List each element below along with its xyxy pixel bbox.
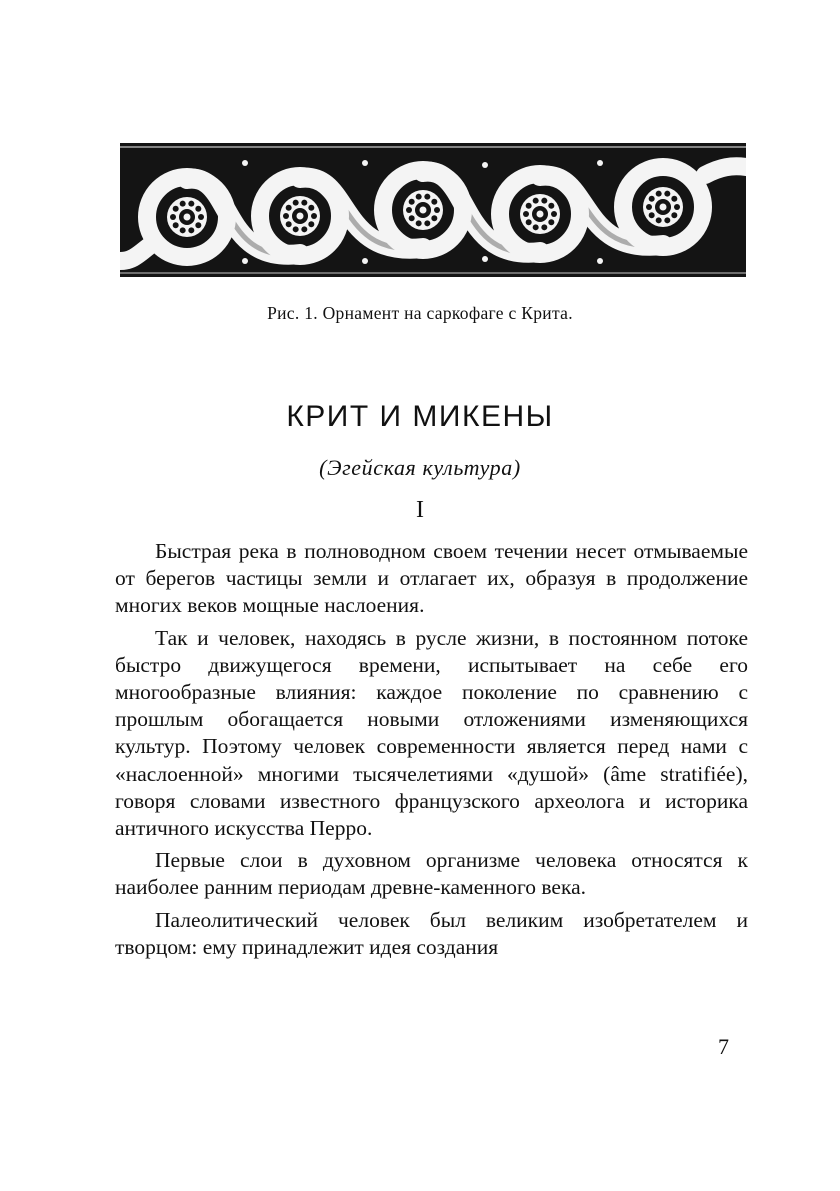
rosette-petal-dot xyxy=(170,214,176,220)
rosette-petal-dot xyxy=(308,205,314,211)
rosette-core xyxy=(420,207,427,214)
paragraph: Быстрая река в полноводном своем течении несет отмываемые от берегов частицы земли и отлагает их, образуя в продолжение многих веков мощные наслоения. xyxy=(115,539,748,618)
rosette-petal-dot xyxy=(523,211,529,217)
paragraph: Так и человек, находясь в русле жизни, в постоянном потоке быстро движущегося времени, испытывает на себе его многообразные влияния: каждое поколение по сравнению с прошлым обогащается новыми отложениями изменяющихся культур. Поэтому человек современности является перед нами с «наслоенной» многими тысячелетиями «душой» (âme stratifiée), говоря словами известного французского археолога и историка античного искусства Перро. xyxy=(115,625,748,841)
band-dot xyxy=(362,258,368,264)
rosette-petal-dot xyxy=(671,212,677,218)
paragraph: Палеолитический человек был великим изобретателем и творцом: ему принадлежит идея создания xyxy=(115,907,748,959)
rosette-petal-dot xyxy=(180,227,186,233)
figure-caption: Рис. 1. Орнамент на саркофаге с Крита. xyxy=(267,303,573,323)
spiral-frieze-ornament xyxy=(120,143,746,277)
rosette-petal-dot xyxy=(646,204,652,210)
chapter-title: КРИТ И МИКЕНЫ xyxy=(286,400,554,433)
rosette-petal-dot xyxy=(293,226,299,232)
rosette-petal-dot xyxy=(526,219,532,225)
rosette-petal-dot xyxy=(533,198,539,204)
rosette-petal-dot xyxy=(180,201,186,207)
band-dot xyxy=(482,256,488,262)
rosette-petal-dot xyxy=(533,224,539,230)
rosette-petal-dot xyxy=(283,213,289,219)
rosette-petal-dot xyxy=(301,226,307,232)
rosette-petal-dot xyxy=(548,219,554,225)
rosette-petal-dot xyxy=(198,214,204,220)
band-dot xyxy=(597,160,603,166)
rosette-petal-dot xyxy=(541,224,547,230)
rosette-petal-dot xyxy=(649,212,655,218)
rosette-core xyxy=(184,214,191,221)
rosette-petal-dot xyxy=(406,207,412,213)
chapter-subtitle: (Эгейская культура) xyxy=(319,455,521,480)
spiral-lead-out xyxy=(705,166,746,175)
rosette-petal-dot xyxy=(434,207,440,213)
rosette-petal-dot xyxy=(551,211,557,217)
body-text xyxy=(115,538,748,966)
rosette-petal-dot xyxy=(286,221,292,227)
page-number: 7 xyxy=(718,1034,729,1059)
rosette-petal-dot xyxy=(286,205,292,211)
rosette-core xyxy=(537,211,544,218)
rosette-petal-dot xyxy=(293,200,299,206)
band-dot xyxy=(242,160,248,166)
rosette-petal-dot xyxy=(195,206,201,212)
rosette-petal-dot xyxy=(416,220,422,226)
paragraph: Первые слои в духовном организме человека относятся к наиболее ранним периодам древне-каменного века. xyxy=(115,848,748,900)
rosette-petal-dot xyxy=(671,196,677,202)
rosette-core xyxy=(297,213,304,220)
rosette-petal-dot xyxy=(431,199,437,205)
rosette-petal-dot xyxy=(664,217,670,223)
rosette-petal-dot xyxy=(409,215,415,221)
rosette-core xyxy=(660,204,667,211)
rosette-petal-dot xyxy=(656,191,662,197)
frieze-svg xyxy=(120,143,746,277)
rosette-petal-dot xyxy=(188,227,194,233)
rosette-petal-dot xyxy=(173,222,179,228)
section-number: I xyxy=(416,497,424,523)
rosette-petal-dot xyxy=(195,222,201,228)
rosette-petal-dot xyxy=(416,194,422,200)
band-dot xyxy=(362,160,368,166)
rosette-petal-dot xyxy=(656,217,662,223)
rosette-petal-dot xyxy=(664,191,670,197)
rosette-petal-dot xyxy=(541,198,547,204)
rosette-petal-dot xyxy=(424,220,430,226)
rosette-petal-dot xyxy=(188,201,194,207)
rosette-petal-dot xyxy=(409,199,415,205)
band-dot xyxy=(482,162,488,168)
rosette-petal-dot xyxy=(674,204,680,210)
rosette-petal-dot xyxy=(526,203,532,209)
rosette-petal-dot xyxy=(548,203,554,209)
band-dot xyxy=(242,258,248,264)
rosette-petal-dot xyxy=(431,215,437,221)
band-dot xyxy=(597,258,603,264)
rosette-petal-dot xyxy=(301,200,307,206)
rosette-petal-dot xyxy=(308,221,314,227)
rosette-petal-dot xyxy=(173,206,179,212)
rosette-petal-dot xyxy=(649,196,655,202)
rosette-petal-dot xyxy=(311,213,317,219)
rosette-petal-dot xyxy=(424,194,430,200)
